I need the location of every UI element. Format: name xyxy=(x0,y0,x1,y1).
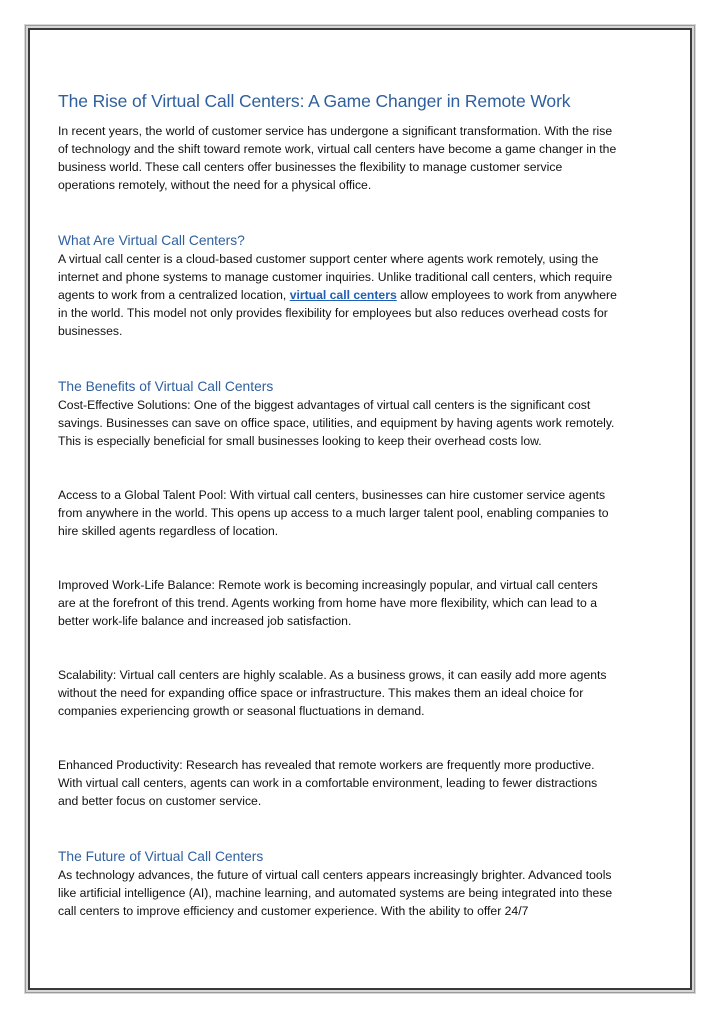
virtual-call-centers-link[interactable]: virtual call centers xyxy=(289,288,397,302)
benefit-scalability: Scalability: Virtual call centers are highly scalable. As a business grows, it can easily add more agents without the need for expanding office space or infrastructure. This makes them an ideal choice for companies experiencing growth or seasonal fluctuations in demand. xyxy=(58,668,607,718)
what-text-before-link: A virtual call center is a cloud-based customer support center where agents work remotely, using the internet and phone systems to manage customer inquiries. Unlike traditional call centers, which require agents to work from a centralized location, xyxy=(58,252,613,302)
benefit-global-talent: Access to a Global Talent Pool: With virtual call centers, businesses can hire customer service agents from anywhere in the world. This opens up access to a much larger talent pool, enabling companies to hire skilled agents regardless of location. xyxy=(58,488,609,538)
what-text-after-link: allow employees to work from anywhere in the world. This model not only provides flexibility for employees but also reduces overhead costs for businesses. xyxy=(58,288,617,338)
heading-what-are-virtual-call-centers: What Are Virtual Call Centers? xyxy=(58,233,245,248)
what-paragraph xyxy=(58,250,618,340)
heading-future: The Future of Virtual Call Centers xyxy=(58,849,264,864)
document-title: The Rise of Virtual Call Centers: A Game Changer in Remote Work xyxy=(58,91,571,111)
benefit-cost-effective: Cost-Effective Solutions: One of the biggest advantages of virtual call centers is the significant cost savings. Businesses can save on office space, utilities, and equipment by having agents work remotely. This is especially beneficial for small businesses looking to keep their overhead costs low. xyxy=(58,398,615,448)
document-body xyxy=(58,58,618,920)
future-paragraph: As technology advances, the future of virtual call centers appears increasingly brighter. Advanced tools like artificial intelligence (AI), machine learning, and automated systems are being integrated into these call centers to improve efficiency and customer experience. With the ability to offer 24/7 xyxy=(58,868,613,918)
heading-benefits: The Benefits of Virtual Call Centers xyxy=(58,379,274,394)
intro-paragraph: In recent years, the world of customer service has undergone a significant transformation. With the rise of technology and the shift toward remote work, virtual call centers have become a game changer in the business world. These call centers offer businesses the flexibility to manage customer service operations remotely, without the need for a physical office. xyxy=(58,124,617,192)
benefit-work-life-balance: Improved Work-Life Balance: Remote work is becoming increasingly popular, and virtual call centers are at the forefront of this trend. Agents working from home have more flexibility, which can lead to a better work-life balance and increased job satisfaction. xyxy=(58,578,598,628)
benefit-productivity: Enhanced Productivity: Research has revealed that remote workers are frequently more productive. With virtual call centers, agents can work in a comfortable environment, leading to fewer distractions and better focus on customer service. xyxy=(58,758,598,808)
